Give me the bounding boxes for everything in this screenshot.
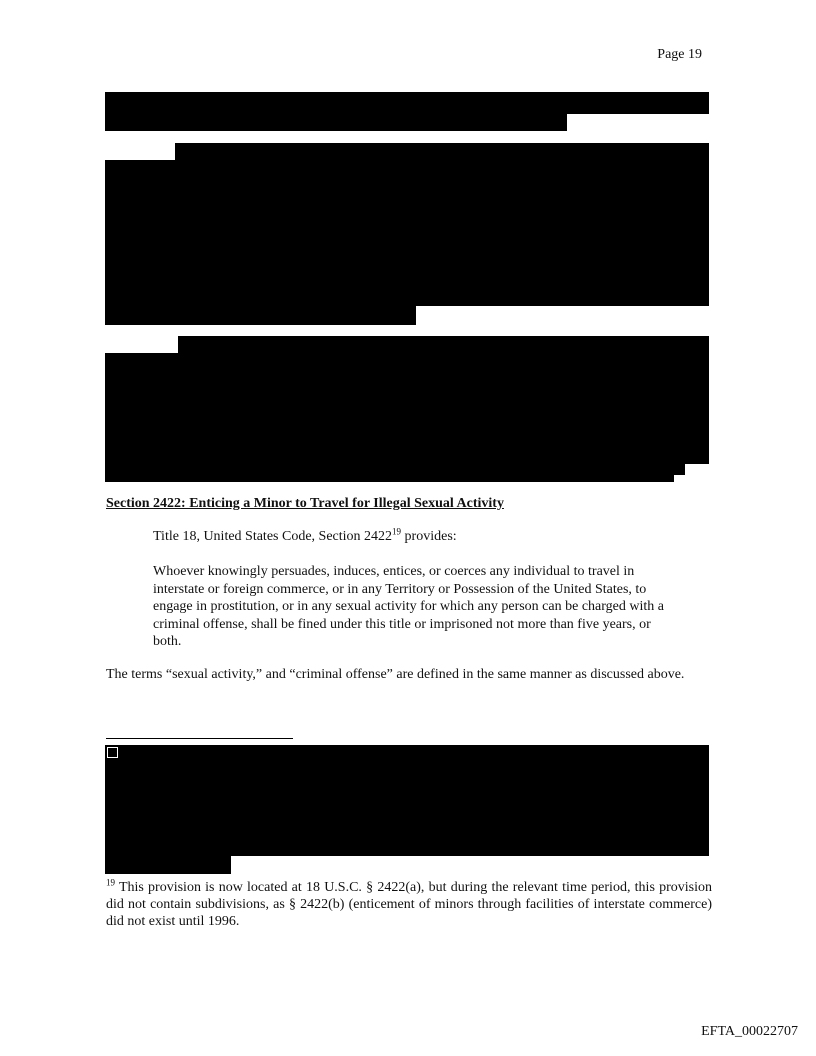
bates-number: EFTA_00022707	[701, 1024, 798, 1039]
footnote-divider	[106, 738, 293, 739]
intro-text: Title 18, United States Code, Section 2422	[153, 529, 393, 544]
intro-line	[153, 526, 457, 545]
section-heading: Section 2422: Enticing a Minor to Travel for Illegal Sexual Activity	[106, 496, 504, 511]
footnote-19	[106, 879, 712, 930]
footnote-number: 19	[106, 877, 115, 888]
page-number: Page 19	[657, 47, 702, 62]
footnote-text: This provision is now located at 18 U.S.C. § 2422(a), but during the relevant time period, this provision did not contain subdivisions, as § 2422(b) (enticement of minors through facilities of interstate commerce) did not exist until 1996.	[106, 880, 712, 929]
statute-quote: Whoever knowingly persuades, induces, entices, or coerces any individual to travel in interstate or foreign commerce, or in any Territory or Possession of the United States, to engage in prostitution, or in any sexual activity for which any person can be charged with a criminal offense, shall be fined under this title or imprisoned not more than five years, or both.	[153, 564, 664, 650]
footnote-reference: 19	[392, 526, 402, 537]
intro-text-end: provides:	[401, 529, 457, 544]
body-paragraph: The terms “sexual activity,” and “criminal offense” are defined in the same manner as discussed above.	[106, 667, 685, 682]
